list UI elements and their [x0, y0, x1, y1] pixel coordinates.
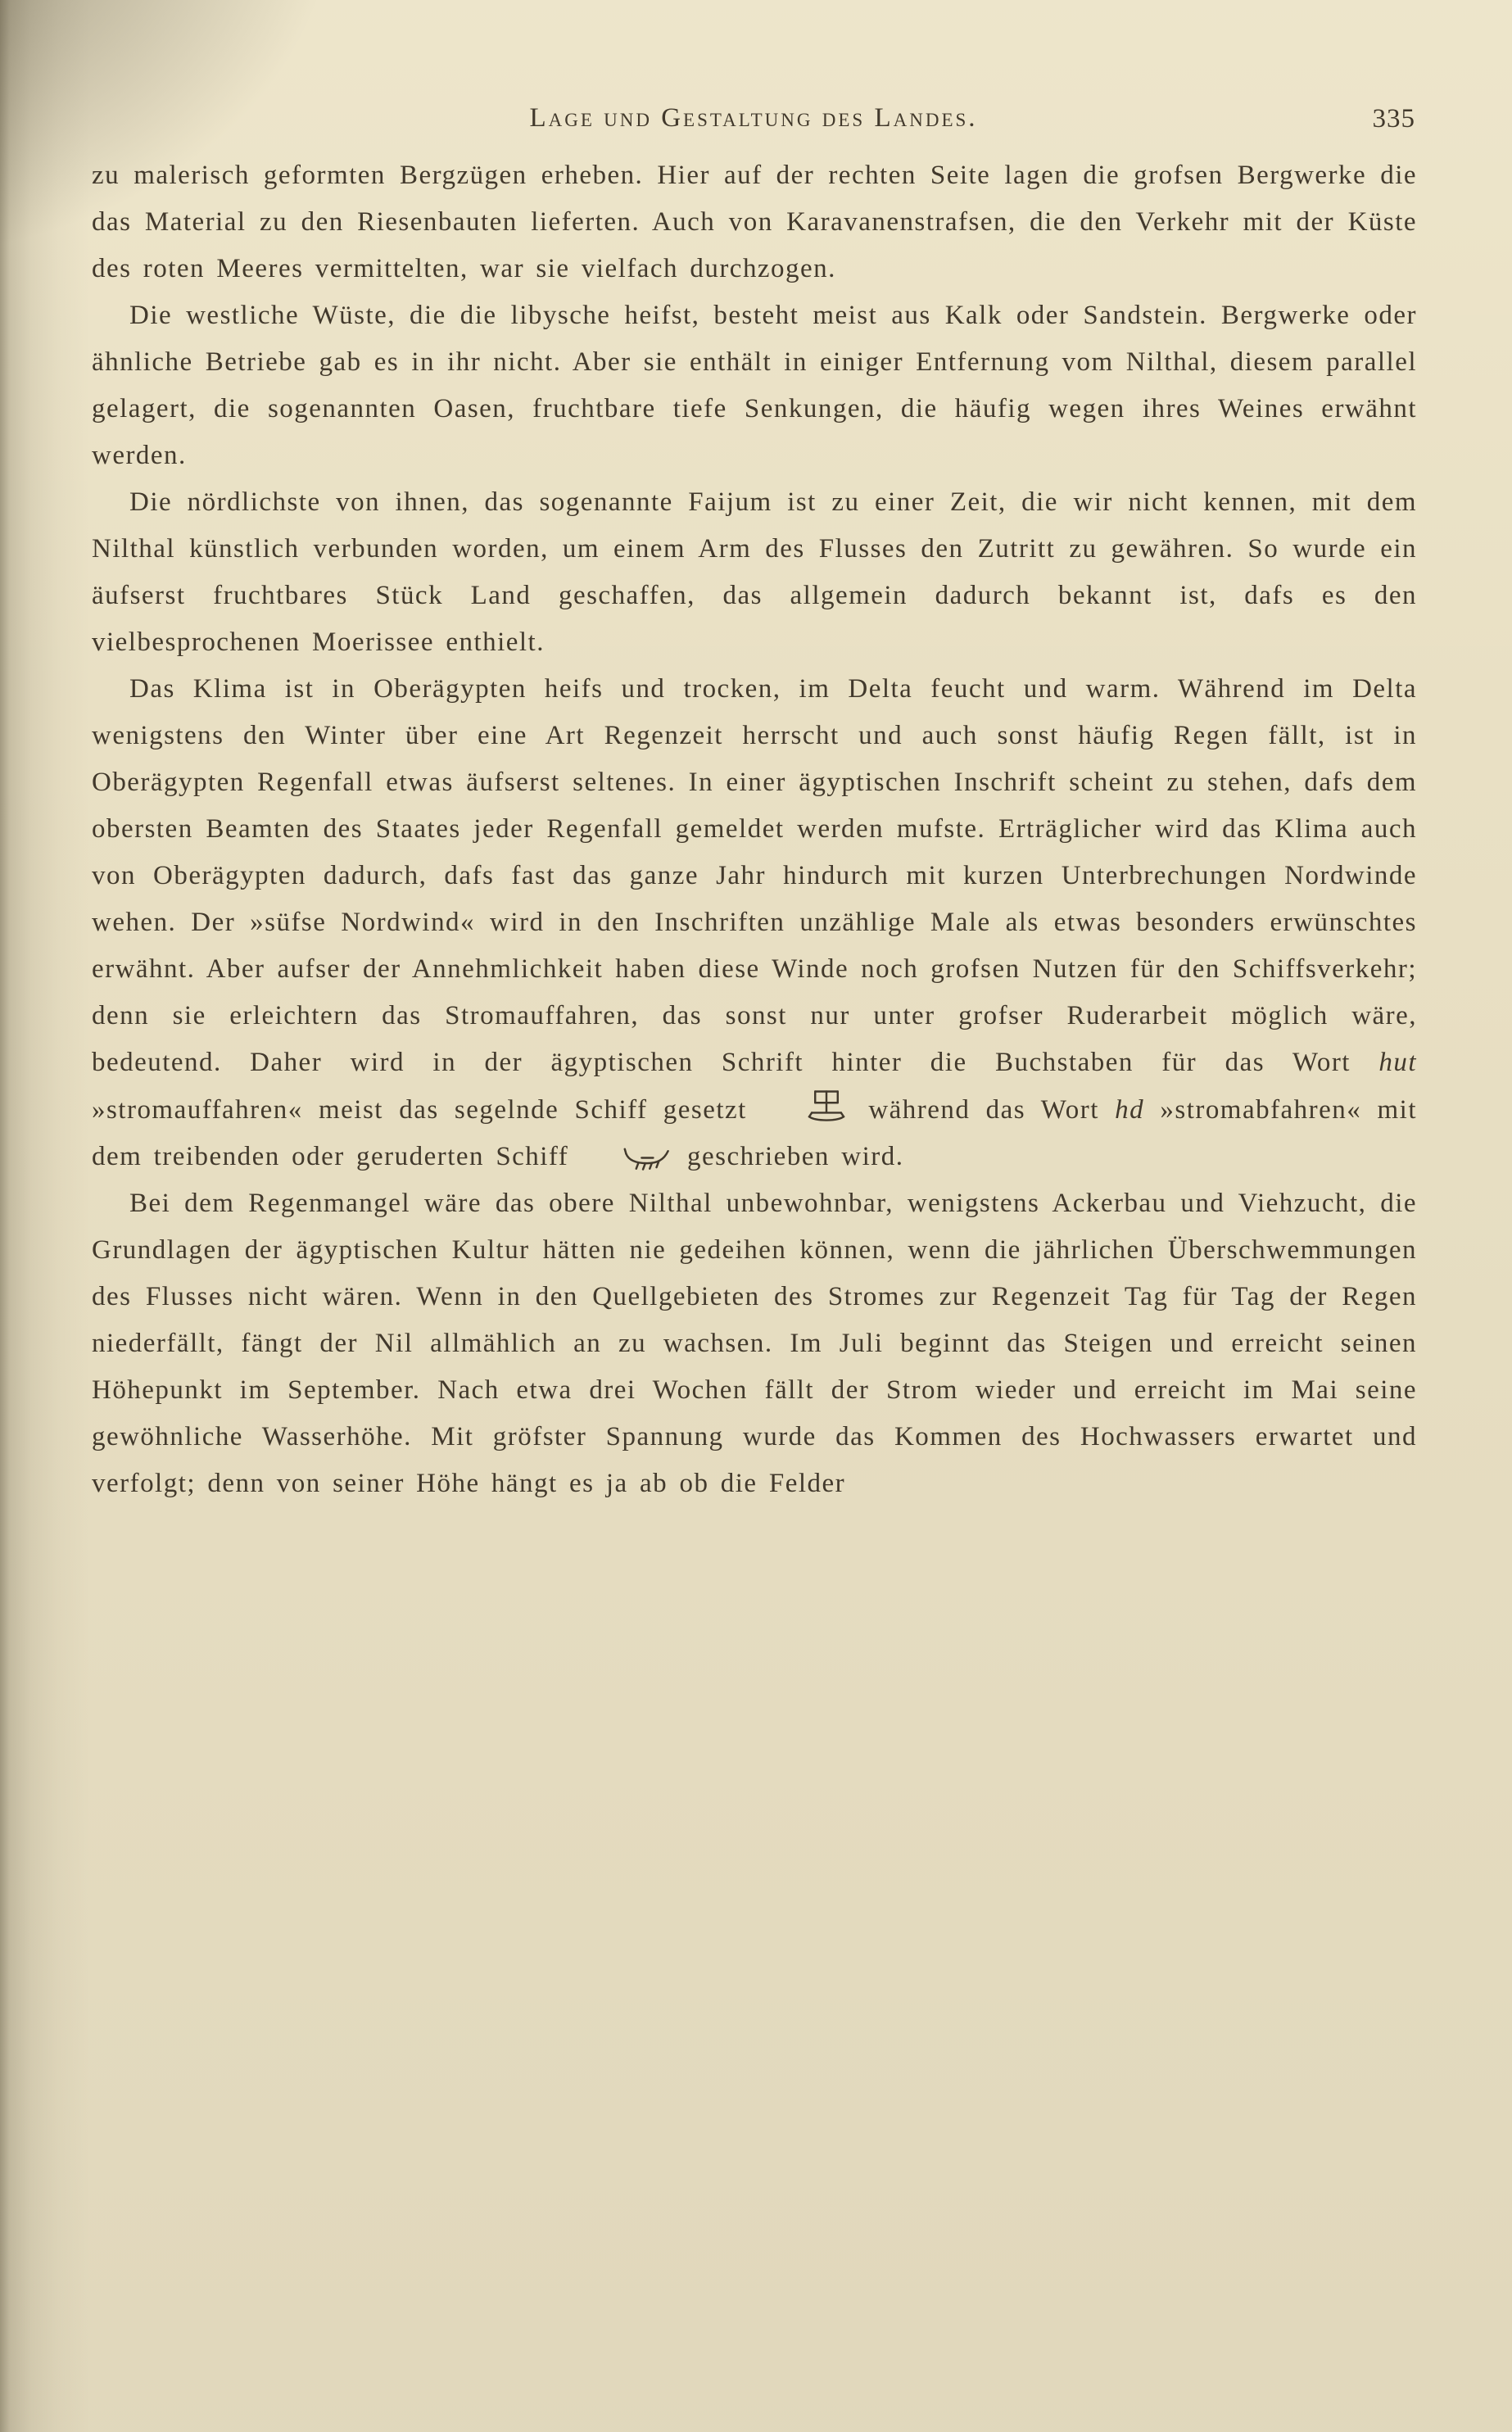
transliteration-word: hd: [1115, 1095, 1145, 1125]
running-title: Lage und Gestaltung des Landes.: [529, 103, 978, 133]
transliteration-word: hut: [1378, 1048, 1417, 1077]
paragraph: Bei dem Regenmangel wäre das obere Nilthal unbewohnbar, wenigstens Ackerbau und Viehzucht, die Grundlagen der ägyptischen Kultur hätten nie gedeihen können, wenn die jährlichen Überschwemmungen des Flusses nicht wären. Wenn in den Quellgebieten des Stromes zur Regenzeit Tag für Tag der Regen niederfällt, fängt der Nil allmählich an zu wachsen. Im Juli beginnt das Steigen und erreicht seinen Höhepunkt im September. Nach etwa drei Wochen fällt der Strom wieder und erreicht im Mai seine gewöhnliche Wasserhöhe. Mit gröfster Spannung wurde das Kommen des Hochwassers erwartet und verfolgt; denn von seiner Höhe hängt es ja ab ob die Felder: [92, 1189, 1417, 1498]
paragraph: Die nördlichste von ihnen, das sogenannte Faijum ist zu einer Zeit, die wir nicht kennen, mit dem Nilthal künstlich verbunden worden, um einem Arm des Flusses den Zutritt zu gewähren. So wurde ein äufserst fruchtbares Stück Land geschaffen, das allgemein dadurch bekannt ist, dafs es den vielbesprochenen Moerissee enthielt.: [92, 487, 1417, 657]
paragraph: Die westliche Wüste, die die libysche heifst, besteht meist aus Kalk oder Sandstein. Bergwerke oder ähnliche Betriebe gab es in ihr nicht. Aber sie enthält in einiger Entfernung vom Nilthal, diesem parallel gelagert, die sogenannten Oasen, fruchtbare tiefe Senkungen, die häufig wegen ihres Weines erwähnt werden.: [92, 301, 1417, 470]
paragraph: zu malerisch geformten Bergzügen erheben. Hier auf der rechten Seite lagen die grofsen Bergwerke die das Material zu den Riesenbauten lieferten. Auch von Karavanenstrafsen, die den Verkehr mit der Küste des roten Meeres vermittelten, war sie vielfach durchzogen.: [92, 161, 1417, 283]
paragraph: Das Klima ist in Oberägypten heifs und trocken, im Delta feucht und warm. Während im Delta wenigstens den Winter über eine Art Regenzeit herrscht und auch sonst häufig Regen fällt, ist in Oberägypten Regenfall etwas äufserst seltenes. In einer ägyptischen Inschrift scheint zu stehen, dafs dem obersten Beamten des Staates jeder Regenfall gemeldet werden mufste. Erträglicher wird das Klima auch von Oberägypten dadurch, dafs fast das ganze Jahr hindurch mit kurzen Unterbrechungen Nordwinde wehen. Der »süfse Nordwind« wird in den Inschriften unzählige Male als etwas besonders erwünschtes erwähnt. Aber aufser der Annehmlichkeit haben diese Winde noch grofsen Nutzen für den Schiffsverkehr; denn sie erleichtern das Stromauffahren, das sonst nur unter grofser Ruderarbeit möglich wäre, bedeutend. Daher wird in der ägyptischen Schrift hinter die Buchstaben für das Wort hut »stromauffahren« meist das segelnde Schiff gesetzt während das Wort hd »stromabfahren« mit dem treibenden oder geruderten Schiff geschrieben wird.: [92, 674, 1417, 1171]
running-head: [92, 103, 1415, 139]
page-number: 335: [1372, 104, 1415, 134]
rowing-ship-hieroglyph-icon: [586, 1144, 671, 1171]
text-block: [92, 152, 1417, 1507]
sailing-ship-hieroglyph-icon: [767, 1086, 848, 1125]
